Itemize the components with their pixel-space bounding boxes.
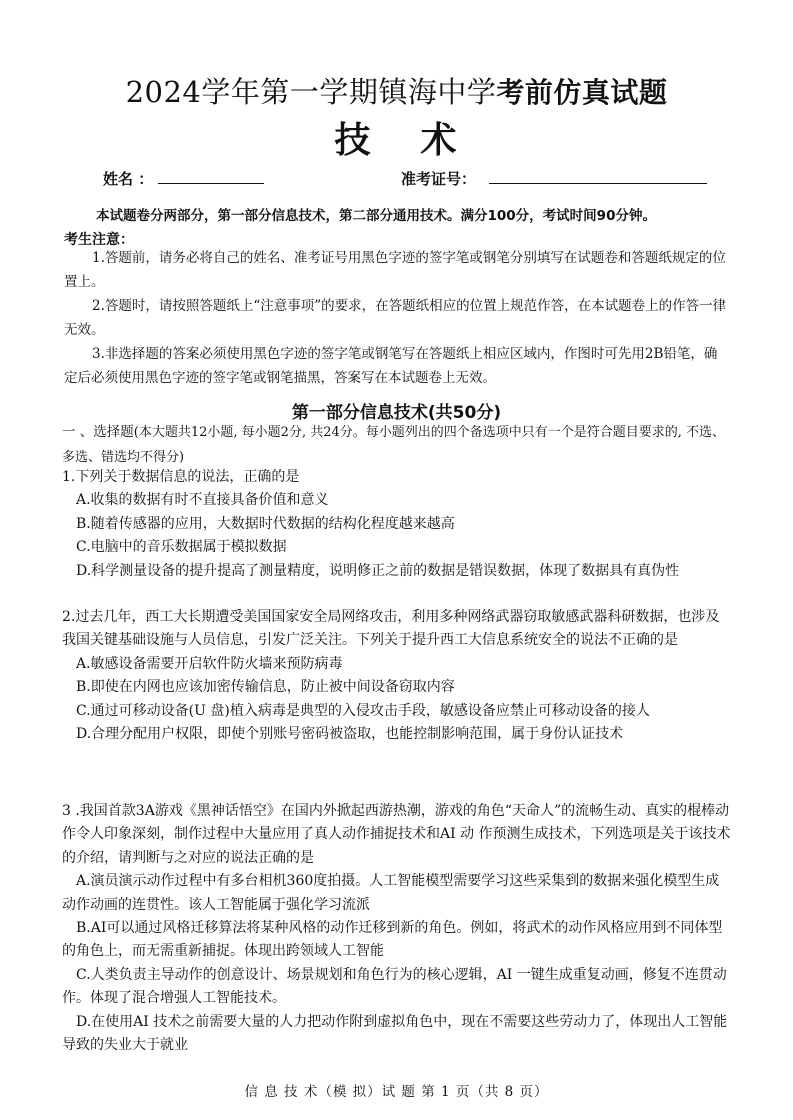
question-option: A.演员演示动作过程中有多台相机360度拍摄。人工智能模型需要学习这些采集到的数据来强化模型生成动作动画的连贯性。该人工智能属于强化学习流派: [62, 873, 720, 913]
section-part-label: 一 、选择题: [62, 424, 134, 440]
name-blank-line: [158, 183, 264, 184]
question-option: D.科学测量设备的提升提高了测量精度，说明修正之前的数据是错误数据，体现了数据具有真伪性: [76, 562, 680, 579]
exam-title-bold: 考前仿真试题: [496, 76, 668, 109]
question-option: D.合理分配用户权限，即使个别账号密码被盗取，也能控制影响范围，属于身份认证技术: [76, 726, 624, 743]
exam-id-label: 准考证号：: [401, 170, 477, 188]
notice-item-3: 3.非选择题的答案必须使用黑色字迹的签字笔或钢笔写在答题纸上相应区域内，作图时可先用2B铅笔，确定后必须使用黑色字迹的签字笔或钢笔描黑，答案写在本试题卷上无效。: [64, 346, 718, 386]
question-option: C.电脑中的音乐数据属于模拟数据: [76, 539, 287, 556]
question-3: [62, 800, 732, 1057]
notice-heading: 考生注意：: [64, 232, 134, 248]
section-title: 第一部分信息技术(共50分): [291, 403, 502, 423]
question-option: C.通过可移动设备(U 盘)植入病毒是典型的入侵攻击手段，敏感设备应禁止可移动设备的接人: [76, 702, 650, 719]
exam-intro: 本试题卷分两部分，第一部分信息技术，第二部分通用技术。满分100分，考试时间90分钟。: [96, 208, 656, 224]
question-option: D.在使用AI 技术之前需要大量的人力把动作附到虚拟角色中，现在不需要这些劳动力了，体现出人工智能导致的失业大于就业: [62, 1013, 728, 1054]
exam-title-regular: 2024学年第一学期镇海中学: [125, 75, 497, 109]
question-option: B.AI可以通过风格迁移算法将某种风格的动作迁移到新的角色。例如，将武术的动作风格应用到不同体型的角色上，而无需重新捕捉。体现出跨领域人工智能: [62, 920, 723, 960]
name-label: 姓名 ：: [103, 170, 154, 188]
question-1: [62, 466, 732, 583]
section-instructions: [62, 420, 730, 470]
section-part-desc: (本大题共12小题, 每小题2分, 共24分。每小题列出的四个备选项中只有一个是符合题目要求的, 不选、多选、错选均不得分): [62, 425, 726, 465]
question-stem: 1.下列关于数据信息的说法，正确的是: [62, 469, 300, 485]
question-option: B.即使在内网也应该加密传输信息，防止被中间设备窃取内容: [76, 679, 455, 696]
subject-char-2: 术: [420, 120, 459, 161]
question-2: [62, 606, 732, 746]
subject-char-1: 技: [334, 120, 373, 161]
exam-title: [0, 70, 793, 111]
subject-title: [0, 112, 793, 163]
notice-item-1: 1.答题前，请务必将自己的姓名、准考证号用黑色字迹的签字笔或钢笔分别填写在试题卷和答题纸规定的位置上。: [64, 250, 726, 290]
page-footer: 信 息 技 术（模 拟）试 题 第 1 页（共 8 页）: [244, 1084, 549, 1100]
question-stem: 2.过去几年，西工大长期遭受美国国家安全局网络攻击，利用多种网络武器窃取敏感武器科研数据，也涉及我国关键基础设施与人员信息，引发广泛关注。下列关于提升西工大信息系统安全的说法不正确的是: [62, 609, 720, 649]
question-option: B.随着传感器的应用，大数据时代数据的结构化程度越来越高: [76, 515, 455, 532]
question-stem: 3 .我国首款3A游戏《黑神话悟空》在国内外掀起西游热潮，游戏的角色“天命人”的流畅生动、真实的棍棒动作令人印象深刻，制作过程中大量应用了真人动作捕捉技术和AI 动 作预测生成技术，下列选项是关于该技术的介绍，请判断与之对应的说法正确的是: [62, 803, 731, 866]
question-option: C.人类负责主导动作的创意设计、场景规划和角色行为的核心逻辑，AI 一键生成重复动画，修复不连贯动作。体现了混合增强人工智能技术。: [62, 966, 727, 1007]
notice-item-2: 2.答题时，请按照答题纸上“注意事项”的要求，在答题纸相应的位置上规范作答，在本试题卷上的作答一律无效。: [64, 298, 727, 338]
question-option: A.收集的数据有时不直接具备价值和意义: [76, 492, 329, 509]
question-option: A.敏感设备需要开启软件防火墙来预防病毒: [76, 655, 343, 672]
exam-id-blank-line: [489, 183, 707, 184]
